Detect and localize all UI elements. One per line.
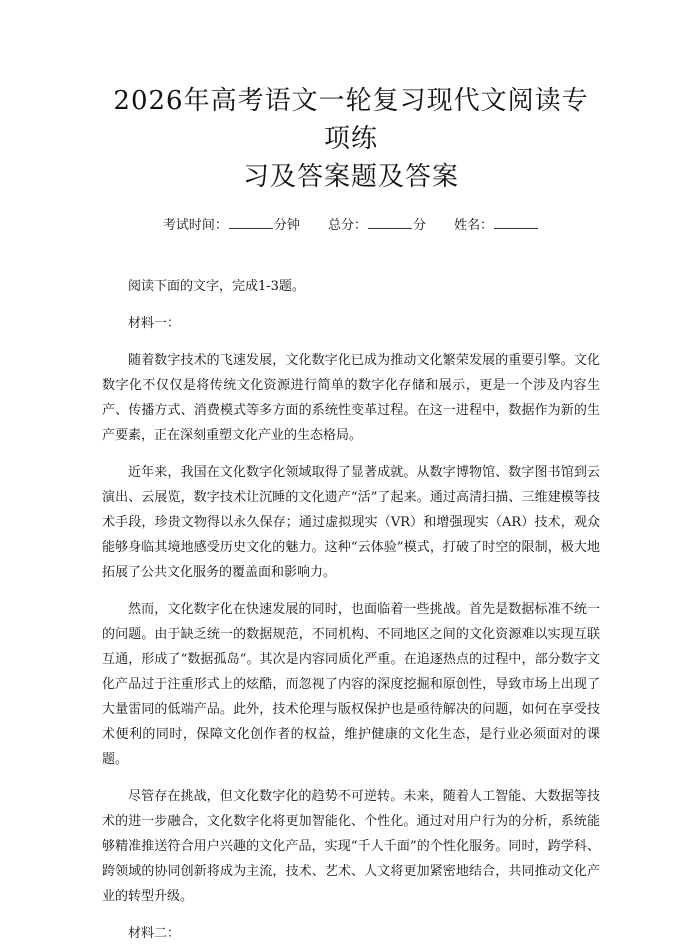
exam-time-label: 考试时间： xyxy=(162,218,228,233)
exam-time-blank xyxy=(229,216,273,229)
material-paragraph: 随着数字技术的飞速发展，文化数字化已成为推动文化繁荣发展的重要引擎。文化数字化不仅仅是将传统文化资源进行简单的数字化存储和展示，更是一个涉及内容生产、传播方式、消费模式等多方面的系统性变革过程。在这一进程中，数据作为新的生产要素，正在深刻重塑文化产业的生态格局。 xyxy=(102,353,600,443)
material-paragraph: 近年来，我国在文化数字化领域取得了显著成就。从数字博物馆、数字图书馆到云演出、云展览，数字技术让沉睡的文化遗产“活”了起来。通过高清扫描、三维建模等技术手段，珍贵文物得以永久保存；通过虚拟现实（VR）和增强现实（AR）技术，观众能够身临其境地感受历史文化的魅力。这种“云体验”模式，打破了时空的限制，极大地拓展了公共文化服务的覆盖面和影响力。 xyxy=(102,465,600,580)
total-score-blank xyxy=(368,216,412,229)
exam-time-unit: 分钟 xyxy=(273,218,300,233)
student-name-label: 姓名： xyxy=(454,218,494,233)
student-name-blank xyxy=(494,216,538,229)
material-two-heading: 材料二： xyxy=(128,926,181,941)
exam-time-field xyxy=(163,216,300,236)
material-paragraph: 尽管存在挑战，但文化数字化的趋势不可逆转。未来，随着人工智能、大数据等技术的进一步融合，文化数字化将更加智能化、个性化。通过对用户行为的分析，系统能够精准推送符合用户兴趣的文化产品，实现“千人千面”的个性化服务。同时，跨学科、跨领域的协同创新将成为主流，技术、艺术、人文将更加紧密地结合，共同推动文化产业的转型升级。 xyxy=(102,789,600,904)
reading-content xyxy=(102,274,600,946)
instruction-paragraph: 阅读下面的文字，完成1-3题。 xyxy=(128,279,305,294)
total-score-label: 总分： xyxy=(327,218,367,233)
title-line-1: 2026年高考语文一轮复习现代文阅读专项练 xyxy=(113,86,589,154)
student-name-field xyxy=(454,216,539,236)
total-score-unit: 分 xyxy=(413,218,427,233)
material-paragraph: 然而，文化数字化在快速发展的同时，也面临着一些挑战。首先是数据标准不统一的问题。由于缺乏统一的数据规范，不同机构、不同地区之间的文化资源难以实现互联互通，形成了“数据孤岛”。其次是内容同质化严重。在追逐热点的过程中，部分数字文化产品过于注重形式上的炫酷，而忽视了内容的深度挖掘和原创性，导致市场上出现了大量雷同的低端产品。此外，技术伦理与版权保护也是亟待解决的问题，如何在享受技术便利的同时，保障文化创作者的权益，维护健康的文化生态，是行业必须面对的课题。 xyxy=(102,602,600,767)
material-one-heading: 材料一： xyxy=(128,316,181,331)
exam-info xyxy=(102,216,600,236)
document-title xyxy=(102,82,600,196)
total-score-field xyxy=(328,216,426,236)
title-line-2: 习及答案题及答案 xyxy=(242,162,459,192)
